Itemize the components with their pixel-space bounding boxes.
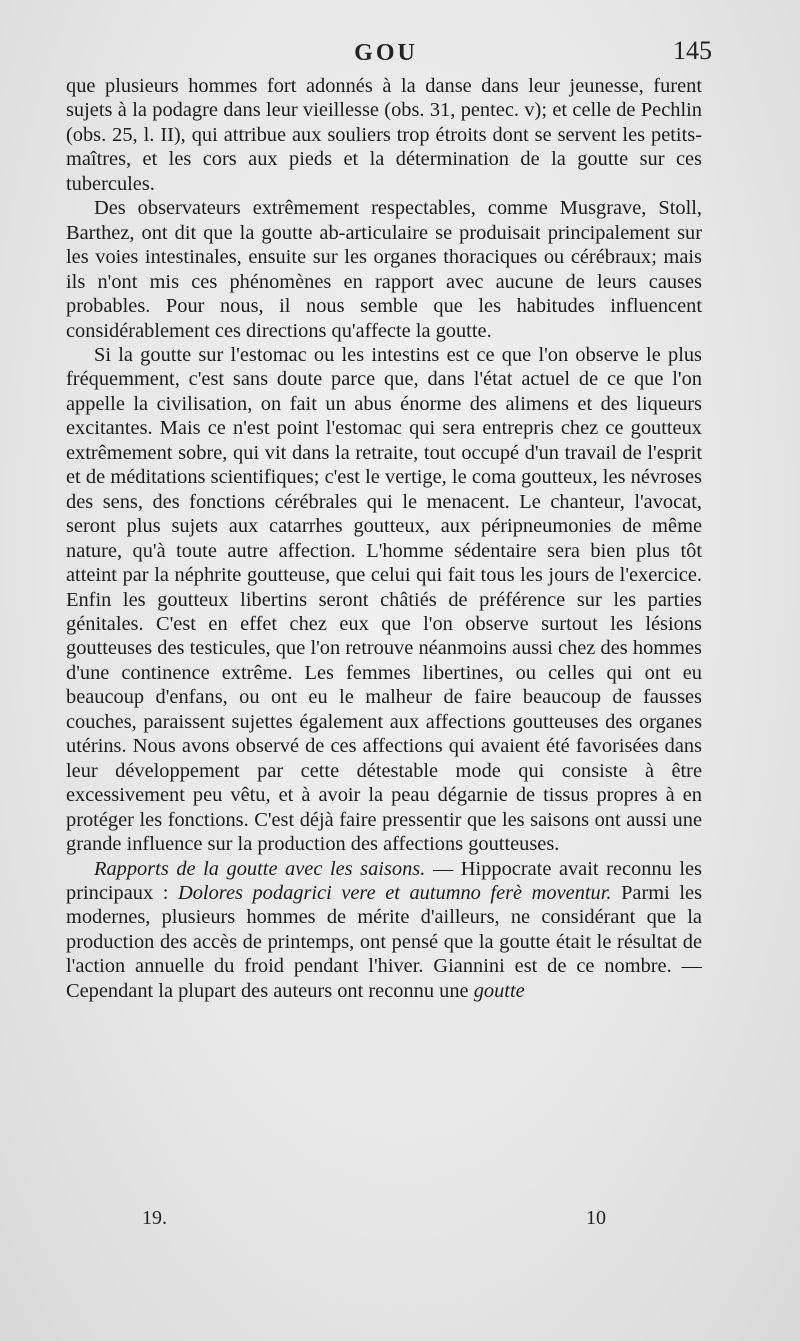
page-footer — [66, 1207, 702, 1241]
paragraph-2: Des observateurs extrêmement respectables, comme Musgrave, Stoll, Barthez, ont dit que la goutte ab-articulaire se produisait principalement sur les voies intestinales, ensuite sur les organes thoraciques ou cérébraux; mais ils n'ont mis ces phénomènes en rapport avec aucune de leurs causes probables. Pour nous, il nous semble que les habitudes influencent considérablement ces directions qu'affecte la goutte. — [66, 197, 702, 342]
running-title: GOU — [354, 40, 418, 66]
paragraph-1: que plusieurs hommes fort adonnés à la danse dans leur jeunesse, furent sujets à la podagre dans leur vieillesse (obs. 31, pentec. v); et celle de Pechlin (obs. 25, l. II), qui attribue aux souliers trop étroits dont se servent les petits-maîtres, et les cors aux pieds et la détermination de la goutte sur ces tubercules. — [66, 75, 702, 195]
paragraph-4-text-b: Parmi les modernes, plusieurs hommes de mérite d'ailleurs, ne considérant que la production des accès de printemps, ont pensé que la goutte était le résultat de l'action annuelle du froid pendant l'hiver. Giannini est de ce nombre. — Cependant la plupart des auteurs ont reconnu une — [66, 881, 702, 1002]
paragraph-3: Si la goutte sur l'estomac ou les intestins est ce que l'on observe le plus fréquemment, c'est sans doute parce que, dans l'état actuel de ce que l'on appelle la civilisation, on fait un abus énorme des alimens et des liqueurs excitantes. Mais ce n'est point l'estomac qui sera entrepris chez ce goutteux extrêmement sobre, qui vit dans la retraite, tout occupé d'un travail de l'esprit et de méditations scientifiques; c'est le vertige, le coma goutteux, les névroses des sens, des fonctions cérébrales qui le menacent. Le chanteur, l'avocat, seront plus sujets aux catarrhes goutteux, aux péripneumonies de même nature, qu'à toute autre affection. L'homme sédentaire sera bien plus tôt atteint par la néphrite goutteuse, que celui qui fait tous les jours de l'exercice. Enfin les goutteux libertins seront châtiés de préférence sur les parties génitales. C'est en effet chez eux que l'on observe surtout les lésions goutteuses des testicules, que l'on retrouve néanmoins aussi chez des hommes d'une continence extrême. Les femmes libertines, ou celles qui ont eu beaucoup d'enfans, ou ont eu le malheur de faire beaucoup de fausses couches, paraissent sujettes également aux affections goutteuses des organes utérins. Nous avons observé de ces affections qui avaient été favorisées dans leur développement par cette détestable mode qui consiste à être excessivement peu vêtu, et à avoir la peau dégarnie de tissus propres à en protéger les fonctions. C'est déjà faire pressentir que les saisons ont aussi une grande influence sur la production des affections goutteuses. — [66, 343, 702, 856]
page-number: 145 — [673, 36, 712, 65]
paragraph-4 — [66, 857, 702, 1004]
paragraph-4-text-a: — Hippocrate avait reconnu les principaux : — [66, 857, 702, 904]
signature-mark: 19. — [142, 1207, 167, 1229]
latin-quote: Dolores podagrici vere et autumno ferè moventur. — [177, 881, 612, 904]
sheet-number: 10 — [586, 1207, 606, 1229]
body-text — [66, 74, 702, 1003]
section-heading: Rapports de la goutte avec les saisons. — [94, 857, 426, 880]
paragraph-4-tail: goutte — [473, 979, 525, 1002]
running-header — [66, 36, 712, 76]
